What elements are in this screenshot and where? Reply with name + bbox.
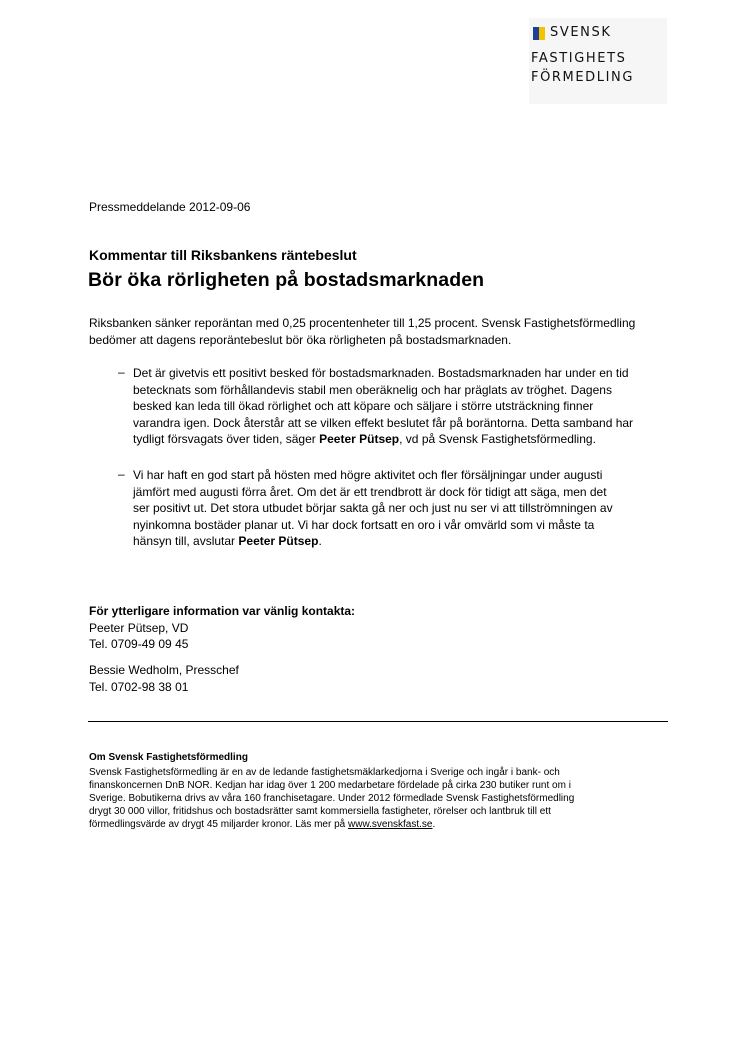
- quote-1-last-suffix: , vd på Svensk Fastighetsförmedling.: [399, 432, 596, 447]
- about-line: finanskoncernen DnB NOR. Kedjan har idag över 1 200 medarbetare fördelade på cirka 230 butiker runt om i: [89, 780, 571, 791]
- about-last-suffix: .: [432, 819, 436, 830]
- quote-2-line: nyinkomna bostäder planar ut. Vi har dock fortsatt en oro i vår omvärld som vi måste ta: [133, 517, 595, 532]
- about-line: Sverige. Bobutikerna drivs av våra 160 franchisetagare. Under 2012 förmedlade Svensk Fastighetsförmedling: [89, 793, 575, 804]
- logo-line-3: FÖRMEDLING: [531, 70, 635, 85]
- quote-dash: –: [118, 467, 125, 481]
- intro-line: Riksbanken sänker reporäntan med 0,25 procentenheter till 1,25 procent. Svensk Fastighetsförmedling: [89, 316, 636, 330]
- quote-1-line: betecknats som förhållandevis stabil men oberäknelig och har präglats av tröghet. Dagens: [133, 382, 612, 397]
- quote-1-speaker: Peeter Pütsep: [319, 432, 400, 447]
- swedish-flag-icon: [533, 27, 545, 40]
- about-heading: Om Svensk Fastighetsförmedling: [89, 752, 248, 763]
- intro-line: bedömer att dagens reporäntebeslut bör öka rörligheten på bostadsmarknaden.: [89, 332, 512, 347]
- quote-2-last-line: [133, 533, 663, 550]
- company-logo: [529, 18, 667, 104]
- quote-2: [133, 467, 663, 550]
- logo-line-1: SVENSK: [550, 25, 612, 40]
- flag-yellow-stripe: [539, 27, 545, 40]
- quote-2-line: ser positivt ut. Det stora utbudet börjar sakta gå ner och just nu ser vi att tillströmningen av: [133, 501, 613, 516]
- about-paragraph: [89, 766, 669, 831]
- logo-line-2: FASTIGHETS: [531, 51, 627, 66]
- kicker-heading: Kommentar till Riksbankens räntebeslut: [89, 247, 357, 263]
- about-last-prefix: förmedlingsvärde av drygt 45 miljarder kronor. Läs mer på: [89, 819, 349, 830]
- logo-top-row: [533, 24, 611, 42]
- contact-person-2-name: Bessie Wedholm, Presschef: [89, 663, 239, 677]
- intro-paragraph: [89, 315, 679, 348]
- contact-person-2-phone: Tel. 0702-98 38 01: [89, 680, 189, 694]
- quote-dash: –: [118, 365, 125, 379]
- contact-person-1-phone: Tel. 0709-49 09 45: [89, 637, 189, 651]
- quote-1: [133, 365, 673, 448]
- quote-1-last-line: [133, 431, 673, 448]
- quote-1-line: varandra igen. Dock återstår att se vilken effekt beslutet får på boräntorna. Detta samband har: [133, 415, 634, 430]
- quote-1-last-prefix: tydligt försvagats över tiden, säger: [133, 432, 320, 447]
- quote-2-speaker: Peeter Pütsep: [238, 534, 319, 549]
- page-title: Bör öka rörligheten på bostadsmarknaden: [88, 269, 485, 291]
- quote-2-line: jämfört med augusti förra året. Om det är ett trendbrott är dock för tidigt att säga, men det: [133, 484, 607, 499]
- press-release-date: Pressmeddelande 2012-09-06: [89, 200, 251, 214]
- quote-1-line: besked kan leda till ökad rörlighet och att köpare och säljare i större utsträckning finner: [133, 399, 594, 414]
- website-link[interactable]: www.svenskfast.se: [348, 819, 433, 830]
- contact-person-1-name: Peeter Pütsep, VD: [89, 621, 189, 635]
- quote-2-last-suffix: .: [318, 534, 322, 549]
- contact-heading: För ytterligare information var vänlig kontakta:: [89, 604, 356, 618]
- about-line: Svensk Fastighetsförmedling är en av de ledande fastighetsmäklarkedjorna i Sverige och ingår i bank- och: [89, 767, 560, 778]
- about-line: drygt 30 000 villor, fritidshus och bostadsrätter samt kommersiella fastigheter, rörelser och lantbruk till ett: [89, 806, 551, 817]
- quote-2-last-prefix: hänsyn till, avslutar: [133, 534, 239, 549]
- about-last-line: [89, 818, 669, 831]
- quote-2-line: Vi har haft en god start på hösten med högre aktivitet och fler försäljningar under augusti: [133, 468, 603, 482]
- quote-1-line: Det är givetvis ett positivt besked för bostadsmarknaden. Bostadsmarknaden har under en tid: [133, 366, 629, 380]
- section-divider: [88, 721, 668, 722]
